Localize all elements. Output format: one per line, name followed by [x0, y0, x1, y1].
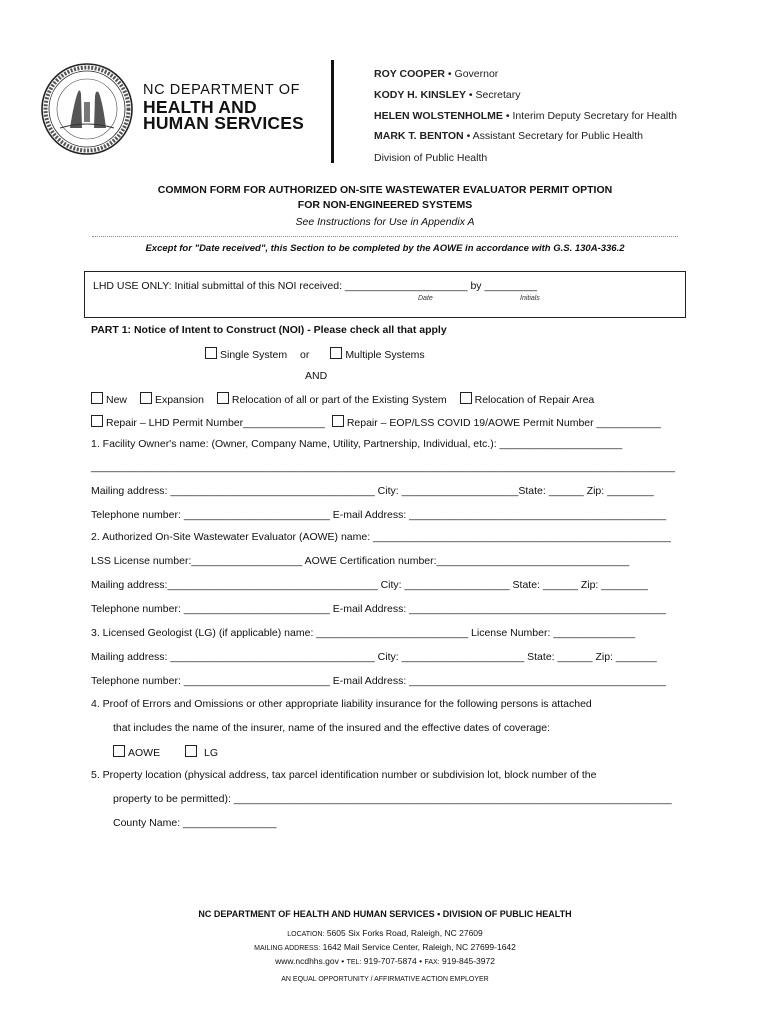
aowe-insurance-checkbox[interactable]: [113, 745, 125, 757]
new-label: New: [106, 394, 128, 406]
relocation-repair-label: Relocation of Repair Area: [474, 394, 595, 406]
new-checkbox[interactable]: [91, 392, 103, 404]
insurance-line1: 4. Proof of Errors and Omissions or other appropriate liability insurance for the following persons is attached: [91, 698, 592, 710]
property-location-line2[interactable]: property to be permitted): ___________________________________________________________________________: [113, 793, 672, 805]
repair-eop-checkbox[interactable]: [332, 415, 344, 427]
owner-mailing-line[interactable]: Mailing address: ___________________________________ City: ____________________State: ______ Zip: ________: [91, 485, 654, 497]
footer-location: LOCATION: 5605 Six Forks Road, Raleigh, NC 27609: [287, 928, 483, 938]
repair-lhd-checkbox[interactable]: [91, 415, 103, 427]
footer-department: NC DEPARTMENT OF HEALTH AND HUMAN SERVICES • DIVISION OF PUBLIC HEALTH: [198, 909, 572, 919]
permit-type-row: [91, 392, 594, 406]
lhd-date-label: Date: [418, 295, 433, 302]
division-name: Division of Public Health: [374, 152, 488, 164]
insurance-checkbox-row: [113, 745, 218, 759]
single-system-label: Single System: [220, 349, 288, 361]
owner-name-continuation[interactable]: ____________________________________________________________________________________________________: [91, 461, 675, 473]
official-deputy-secretary: HELEN WOLSTENHOLME • Interim Deputy Secretary for Health: [374, 110, 678, 122]
insurance-line2: that includes the name of the insurer, name of the insured and the effective dates of coverage:: [113, 722, 551, 734]
expansion-checkbox[interactable]: [140, 392, 152, 404]
geologist-mailing-line[interactable]: Mailing address: ___________________________________ City: _____________________ State: ______ Zip: _______: [91, 651, 657, 663]
part1-heading: PART 1: Notice of Intent to Construct (NOI) - Please check all that apply: [91, 324, 447, 336]
form-title-line2: FOR NON-ENGINEERED SYSTEMS: [297, 199, 473, 211]
single-system-checkbox[interactable]: [205, 347, 217, 359]
multiple-systems-checkbox[interactable]: [330, 347, 342, 359]
or-label: or: [300, 349, 310, 361]
license-numbers-line[interactable]: LSS License number:___________________ AOWE Certification number:_________________________________: [91, 555, 630, 567]
lg-insurance-checkbox[interactable]: [185, 745, 197, 757]
county-name-line[interactable]: County Name: ________________: [113, 817, 277, 829]
relocation-existing-label: Relocation of all or part of the Existing System: [231, 394, 447, 406]
except-note: Except for "Date received", this Section to be completed by the AOWE in accordance with G.S. 130A-336.2: [145, 243, 625, 254]
geologist-name-line[interactable]: 3. Licensed Geologist (LG) (if applicable) name: __________________________ License Number: ______________: [91, 627, 636, 639]
lg-insurance-label: LG: [204, 747, 219, 759]
footer-mailing: MAILING ADDRESS: 1642 Mail Service Center, Raleigh, NC 27699-1642: [254, 942, 516, 952]
owner-name-line[interactable]: 1. Facility Owner's name: (Owner, Company Name, Utility, Partnership, Individual, etc.): _____________________: [91, 438, 623, 450]
aowe-phone-email-line[interactable]: Telephone number: _________________________ E-mail Address: ____________________________________________: [91, 603, 667, 615]
multiple-systems-label: Multiple Systems: [345, 349, 425, 361]
system-type-row: [205, 347, 425, 361]
repair-eop-label: Repair – EOP/LSS COVID 19/AOWE Permit Number ___________: [346, 417, 661, 429]
lhd-initials-label: Initials: [520, 295, 540, 302]
and-label: AND: [305, 370, 328, 382]
website-link[interactable]: www.ncdhhs.gov: [275, 956, 339, 966]
aowe-name-line[interactable]: 2. Authorized On-Site Wastewater Evaluator (AOWE) name: ___________________________________________________: [91, 531, 671, 543]
aowe-mailing-line[interactable]: Mailing address:____________________________________ City: __________________ State: ______ Zip: ________: [91, 579, 648, 591]
repair-lhd-label: Repair – LHD Permit Number______________: [106, 417, 325, 429]
header-divider: [331, 60, 334, 163]
footer-eeo: AN EQUAL OPPORTUNITY / AFFIRMATIVE ACTION EMPLOYER: [281, 976, 489, 983]
expansion-label: Expansion: [154, 394, 204, 406]
lhd-use-only-box: [84, 271, 686, 318]
lhd-received-line: LHD USE ONLY: Initial submittal of this NOI received: _____________________ by _________: [93, 280, 538, 292]
department-name-line2: HEALTH AND: [143, 97, 257, 117]
dotted-rule: [92, 236, 678, 237]
official-secretary: KODY H. KINSLEY • Secretary: [374, 89, 521, 101]
geologist-phone-email-line[interactable]: Telephone number: _________________________ E-mail Address: ____________________________________________: [91, 675, 667, 687]
form-title-line1: COMMON FORM FOR AUTHORIZED ON-SITE WASTEWATER EVALUATOR PERMIT OPTION: [157, 184, 613, 196]
relocation-existing-checkbox[interactable]: [217, 392, 229, 404]
nc-state-seal-icon: [40, 62, 134, 156]
property-location-line1: 5. Property location (physical address, tax parcel identification number or subdivision lot, block number of the: [91, 769, 597, 781]
relocation-repair-checkbox[interactable]: [460, 392, 472, 404]
repair-row: [91, 415, 661, 429]
owner-phone-email-line[interactable]: Telephone number: _________________________ E-mail Address: ____________________________________________: [91, 509, 667, 521]
aowe-insurance-label: AOWE: [128, 747, 161, 759]
footer-contact: www.ncdhhs.gov • TEL: 919-707-5874 • FAX: 919-845-3972: [275, 956, 495, 966]
instructions-note: See Instructions for Use in Appendix A: [295, 216, 475, 228]
official-governor: ROY COOPER • Governor: [374, 68, 499, 80]
department-name-line3: HUMAN SERVICES: [143, 113, 304, 133]
official-assistant-secretary: MARK T. BENTON • Assistant Secretary for Public Health: [374, 130, 643, 142]
department-name-line1: NC DEPARTMENT OF: [143, 82, 301, 98]
